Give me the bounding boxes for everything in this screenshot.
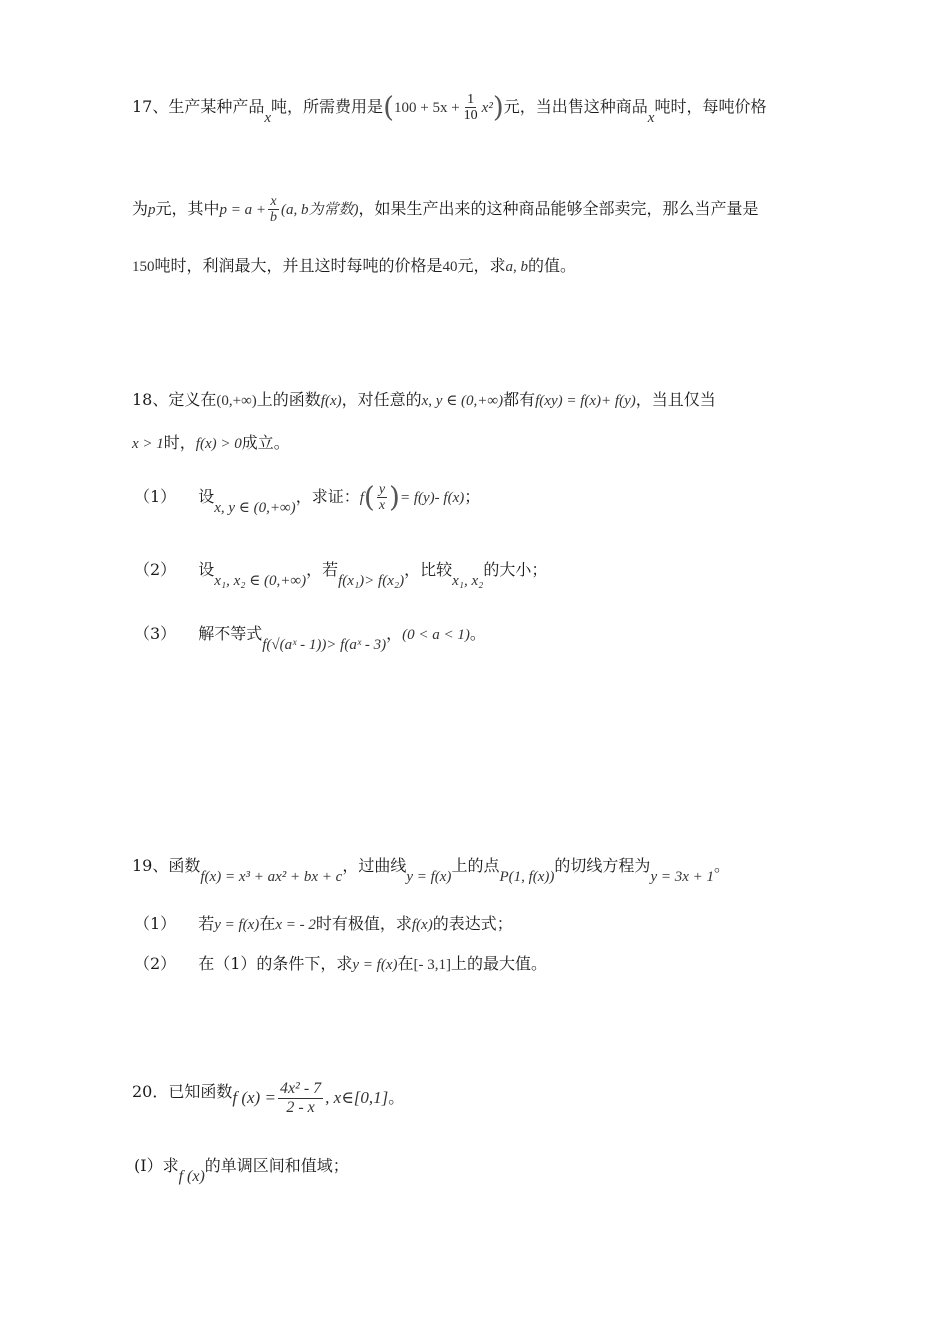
q19-math: y = f(x) <box>406 869 452 885</box>
q20-part-1 <box>134 1154 349 1185</box>
part-number: （3） <box>134 624 177 643</box>
q17-text: 元，其中 <box>155 199 220 218</box>
q18-math: f(√(aˣ - 1))> f(aˣ - 3) <box>262 637 387 653</box>
q17-line-1 <box>132 90 767 126</box>
q17-cost-expr: x² <box>481 100 493 116</box>
q20-math: f (x) = <box>232 1088 276 1107</box>
q19-text: 。 <box>714 856 731 875</box>
q18-text: ，若 <box>306 560 339 579</box>
q17-price-cond: (a, b为常数) <box>281 202 359 218</box>
q18-func-eq: f(xy) = f(x)+ f(y) <box>535 393 636 409</box>
q19-text: 若 <box>198 914 215 933</box>
q18-text: ，比较 <box>404 560 453 579</box>
q18-math: x, y ∈ (0,+∞) <box>214 500 296 516</box>
q19-part-2 <box>134 952 547 977</box>
q17-text: 为 <box>132 199 149 218</box>
q19-math: y = f(x) <box>352 957 398 973</box>
q19-part-1 <box>134 912 513 937</box>
q19-text: 19、函数 <box>132 856 201 875</box>
q18-text: 。 <box>469 624 486 643</box>
q17-text: ，如果生产出来的这种商品能够全部卖完，那么当产量是 <box>358 199 759 218</box>
q18-math: x₁, x₂ <box>452 573 484 589</box>
q17-text: 的值。 <box>528 256 577 275</box>
q18-domain: (0,+∞) <box>216 393 257 409</box>
q17-var-x: x <box>264 110 272 126</box>
q19-text: 在 <box>397 954 414 973</box>
q17-cost-expr: 100 + 5x + <box>394 100 460 116</box>
paren-left: ( <box>363 480 375 514</box>
q18-text: ，求证： <box>295 487 360 506</box>
q17-vars-ab: a, b <box>505 259 529 275</box>
q19-text: ，过曲线 <box>342 856 407 875</box>
q18-text: 解不等式 <box>198 624 263 643</box>
q18-text: 设 <box>198 487 215 506</box>
q20-math: , x∈[0,1] <box>325 1088 389 1107</box>
q18-part-1 <box>134 480 481 516</box>
q18-part-3 <box>134 622 486 653</box>
q19-math: y = 3x + 1 <box>650 869 714 885</box>
q18-text: ，当且仅当 <box>635 390 716 409</box>
q17-text: 吨，所需费用是 <box>271 97 384 116</box>
q18-fraction: $\frac{y}{x}$ <box>378 482 386 513</box>
q18-text: 上的函数 <box>256 390 321 409</box>
q19-text: 在 <box>259 914 276 933</box>
q17-line-2 <box>132 194 759 225</box>
q18-text: 的大小； <box>483 560 548 579</box>
q18-text: 设 <box>198 560 215 579</box>
q17-var-x: x <box>647 110 655 126</box>
q17-text: 元，当出售这种商品 <box>503 97 648 116</box>
q18-math: f <box>359 490 364 506</box>
q18-math: = f(y)- f(x) <box>399 490 465 506</box>
q19-text: 在（1）的条件下，求 <box>198 954 353 973</box>
q17-text: 吨时，每吨价格 <box>654 97 767 116</box>
paren-right: ) <box>492 90 504 124</box>
q19-text: 上的点 <box>451 856 500 875</box>
q18-text: 18、定义在 <box>132 390 217 409</box>
part-number: （2） <box>134 560 177 579</box>
q18-part-2 <box>134 558 548 589</box>
part-number: （1） <box>134 487 177 506</box>
q17-price-fraction: $\frac{x}{b}$ <box>270 194 278 225</box>
q18-math: (0 < a < 1) <box>402 627 470 643</box>
q18-math: f(x₁)> f(x₂) <box>338 573 405 589</box>
part-number: (I）求 <box>134 1156 179 1175</box>
q20-text: 20．已知函数 <box>132 1082 233 1101</box>
q19-text: 时有极值，求 <box>315 914 412 933</box>
q17-line-3 <box>132 254 576 279</box>
q19-text: 的切线方程为 <box>554 856 651 875</box>
q17-text: 17、生产某种产品 <box>132 97 265 116</box>
q17-text: 元，求 <box>457 256 506 275</box>
q20-fraction: $\frac{\text{4x² - 7}}{2 - x}$ <box>279 1080 322 1116</box>
q19-math: y = f(x) <box>214 917 260 933</box>
q19-text: 的表达式； <box>432 914 513 933</box>
q18-fpos: f(x) > 0 <box>195 436 242 452</box>
q18-xy-domain: x, y ∈ (0,+∞) <box>421 393 504 409</box>
q20-math: f (x) <box>178 1168 205 1185</box>
q19-line-1 <box>132 854 731 885</box>
q18-text: ，对任意的 <box>341 390 422 409</box>
q20-line-1 <box>132 1080 404 1117</box>
q19-math: f(x) = x³ + ax² + bx + c <box>200 869 343 885</box>
q17-var-p: p <box>148 202 156 218</box>
q19-math: x = - 2 <box>275 917 316 933</box>
part-number: （2） <box>134 954 177 973</box>
q18-text: 成立。 <box>241 433 290 452</box>
q18-line-2 <box>132 431 290 456</box>
q19-text: 上的最大值。 <box>451 954 548 973</box>
q17-number: 40 <box>442 259 458 275</box>
part-number: （1） <box>134 914 177 933</box>
q19-math: f(x) <box>411 917 433 933</box>
q18-cond: x > 1 <box>132 436 164 452</box>
q18-text: ； <box>464 487 481 506</box>
q18-text: 时， <box>163 433 196 452</box>
q17-text: 吨时，利润最大，并且这时每吨的价格是 <box>154 256 443 275</box>
paren-left: ( <box>383 90 394 124</box>
q18-line-1 <box>132 388 716 413</box>
q18-text: 都有 <box>503 390 536 409</box>
q17-price-expr: p = a + <box>219 202 267 218</box>
q20-text: 的单调区间和值域； <box>204 1156 349 1175</box>
q20-text: 。 <box>388 1088 405 1107</box>
q18-fx: f(x) <box>320 393 342 409</box>
paren-right: ) <box>389 480 400 514</box>
q19-math: [- 3,1] <box>413 957 451 973</box>
q18-math: x₁, x₂ ∈ (0,+∞) <box>214 573 307 589</box>
q17-cost-fraction: $\frac{1}{10}$ <box>463 92 478 123</box>
q18-text: ， <box>386 624 403 643</box>
q19-math: P(1, f(x)) <box>499 869 555 885</box>
q17-number: 150 <box>132 259 155 275</box>
